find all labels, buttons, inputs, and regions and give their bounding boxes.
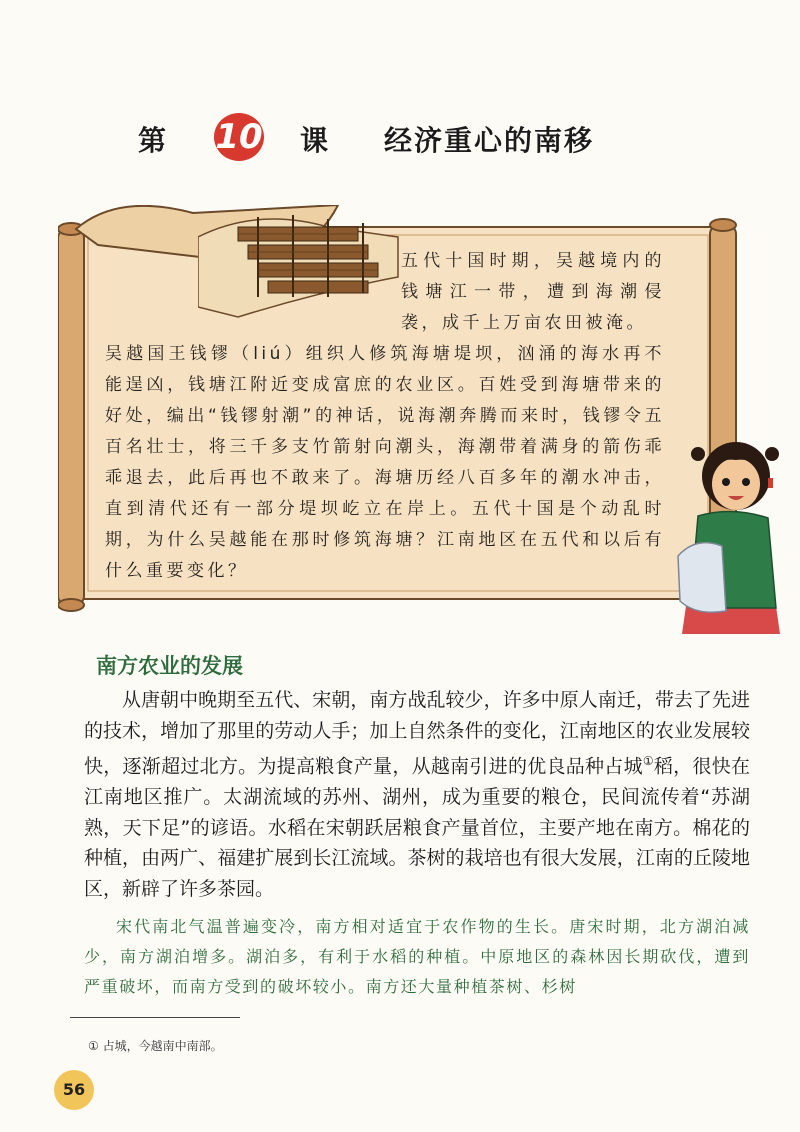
lesson-prefix: 第 [138,124,169,157]
lesson-name: 经济重心的南移 [384,124,595,157]
intro-text-first: 五代十国时期，吴越境内的钱塘江一带，遭到海潮侵袭，成千上万亩农田被淹。 [401,251,665,333]
lesson-title [0,113,800,163]
girl-illustration [676,436,788,636]
supplement-text: 宋代南北气温普遍变冷，南方相对适宜于农作物的生长。唐宋时期，北方湖泊减少，南方湖泊增多。湖泊多，有利于水稻的种植。中原地区的森林因长期砍伐，遭到严重破坏，而南方受到的破坏较小。南方还大量种植茶树、杉树 [84,917,750,996]
section-body [84,685,750,904]
lesson-suffix: 课 [300,124,329,157]
page-number: 56 [54,1070,94,1110]
intro-text-rest: 吴越国王钱镠（liú）组织人修筑海塘堤坝，汹涌的海水再不能逞凶，钱塘江附近变成富庶的农业区。百姓受到海塘带来的好处，编出“钱镠射潮”的神话，说海潮奔腾而来时，钱镠令五百名壮士，将三千多支竹箭射向潮头，海潮带着满身的箭伤乖乖退去，此后再也不敢来了。海塘历经八百多年的潮水冲击，直到清代还有一部分堤坝屹立在岸上。五代十国是个动乱时期，为什么吴越能在那时修筑海塘？江南地区在五代和以后有什么重要变化？ [105,344,665,581]
section-body-part1: 从唐朝中晚期至五代、宋朝，南方战乱较少，许多中原人南迁，带去了先进的技术，增加了那里的劳动人手；加上自然条件的变化，江南地区的农业发展较快，逐渐超过北方。为提高粮食产量，从越南引进的优良品种占城 [84,689,750,778]
section-heading: 南方农业的发展 [96,654,243,678]
footnote-marker[interactable]: ① [642,754,654,769]
intro-text [105,246,665,587]
lesson-number-badge: 10 [214,113,264,161]
footnote-divider [70,1017,240,1018]
footnote: ① 占城，今越南中南部。 [88,1039,223,1053]
section-body-part2: 稻，很快在江南地区推广。太湖流域的苏州、湖州，成为重要的粮仓，民间流传着“苏湖熟，天下足”的谚语。水稻在宋朝跃居粮食产量首位，主要产地在南方。棉花的种植，由两广、福建扩展到长江流域。茶树的栽培也有很大发展，江南的丘陵地区，新辟了许多茶园。 [84,755,750,900]
